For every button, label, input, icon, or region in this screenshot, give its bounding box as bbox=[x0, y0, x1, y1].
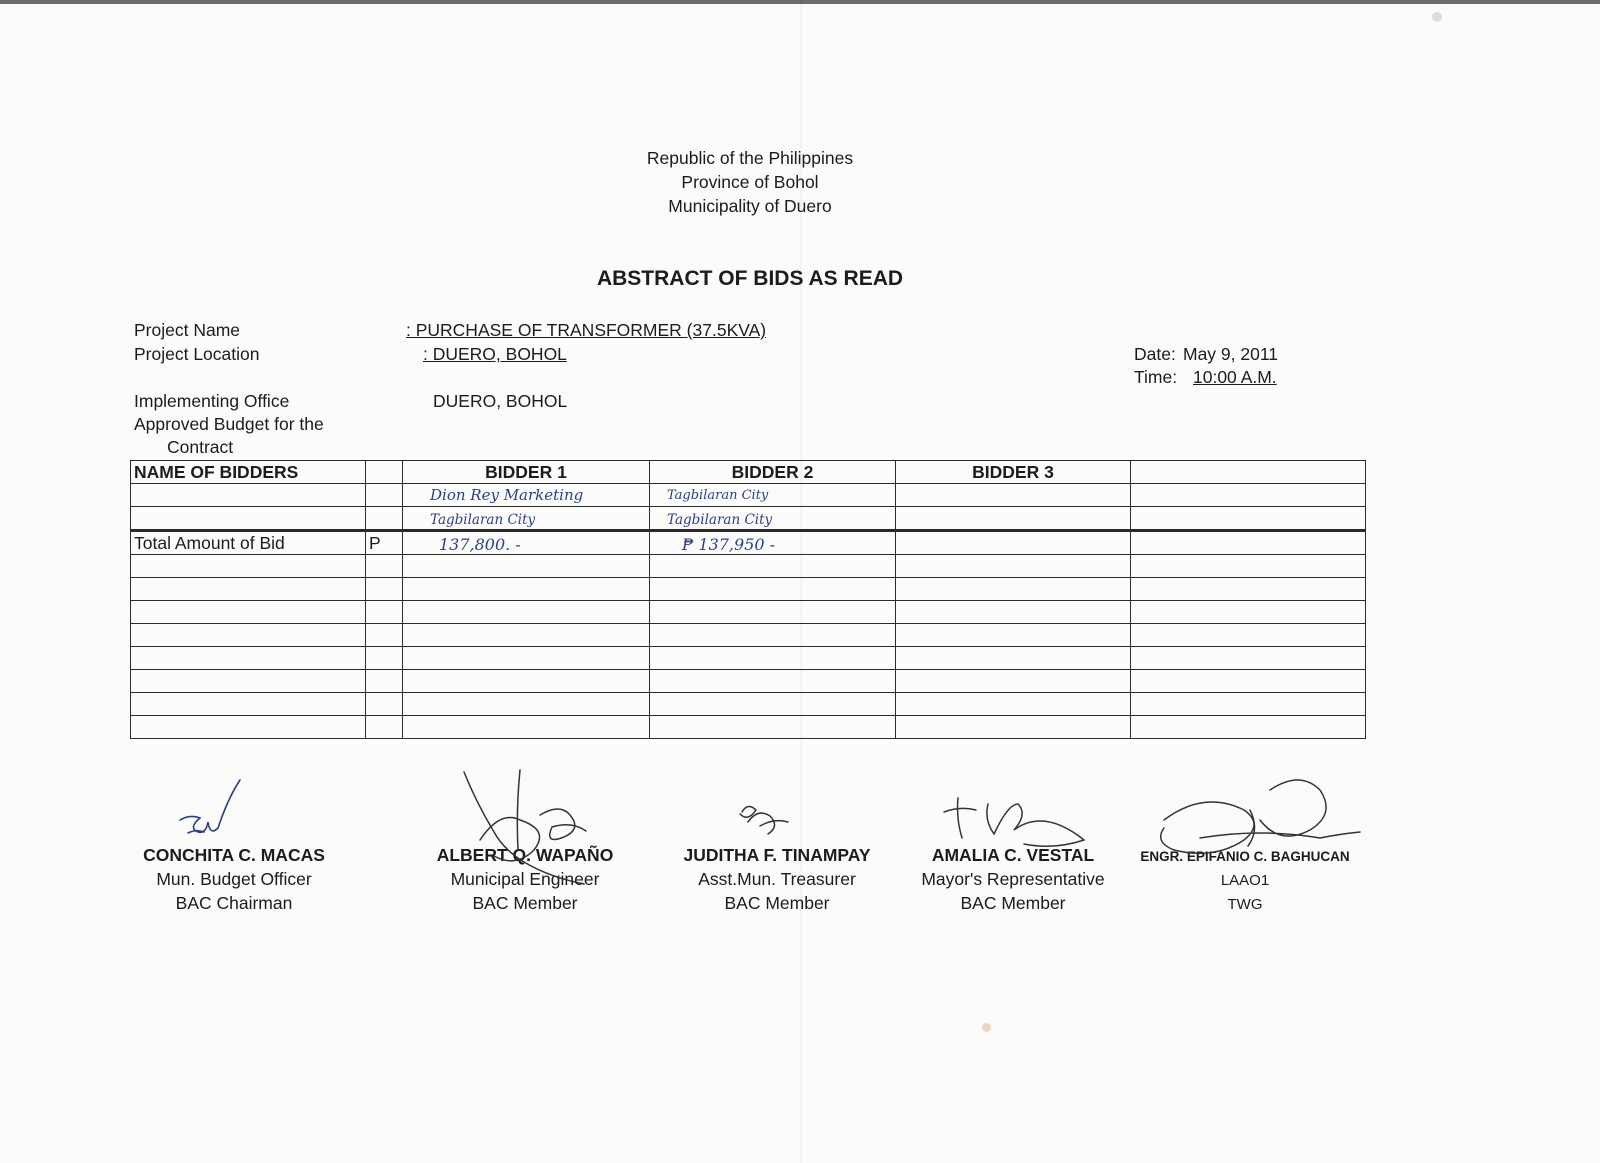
signatory-role: Mun. Budget Officer bbox=[156, 869, 312, 889]
abc-label-line2: Contract bbox=[167, 437, 234, 457]
header-extra-col bbox=[1131, 461, 1366, 484]
table-row bbox=[131, 601, 1366, 624]
signature-baghucan bbox=[1161, 780, 1360, 853]
signatory-position: BAC Member bbox=[724, 893, 830, 913]
project-name-value: : PURCHASE OF TRANSFORMER (37.5KVA) bbox=[406, 320, 767, 340]
signatory-twg bbox=[1135, 845, 1355, 917]
table-row bbox=[131, 670, 1366, 693]
signatory-role: Municipal Engineer bbox=[450, 869, 600, 889]
time-label: Time: bbox=[1134, 367, 1178, 387]
signatory-position: BAC Member bbox=[472, 893, 578, 913]
abc-label-line1: Approved Budget for the bbox=[134, 414, 324, 434]
currency-symbol: P bbox=[366, 531, 403, 555]
table-row bbox=[131, 693, 1366, 716]
signature-macas-2 bbox=[188, 831, 204, 833]
project-location-value: : DUERO, BOHOL bbox=[423, 344, 567, 364]
signatory-engineer bbox=[425, 843, 625, 915]
signatory-name: ALBERT Q. WAPAÑO bbox=[436, 845, 614, 865]
header-republic: Republic of the Philippines bbox=[646, 148, 854, 168]
header-province: Province of Bohol bbox=[681, 172, 819, 192]
bid-1-amount-handwritten: 137,800. - bbox=[439, 535, 521, 554]
table-header-row bbox=[131, 461, 1366, 484]
table-row bbox=[131, 578, 1366, 601]
project-name-label: Project Name bbox=[134, 320, 241, 340]
signatory-mayors-rep bbox=[908, 843, 1118, 915]
bidder-2-name-handwritten: Tagbilaran City bbox=[667, 488, 769, 503]
table-row bbox=[131, 647, 1366, 670]
document-title: ABSTRACT OF BIDS AS READ bbox=[596, 267, 904, 290]
header-bidder-2: BIDDER 2 bbox=[650, 461, 896, 484]
signatory-role: Mayor's Representative bbox=[921, 869, 1105, 889]
signatory-chairman bbox=[134, 843, 334, 915]
paper-stain bbox=[982, 1023, 991, 1032]
signatory-role: Asst.Mun. Treasurer bbox=[698, 869, 856, 889]
signatory-name: CONCHITA C. MACAS bbox=[143, 845, 325, 865]
total-amount-label: Total Amount of Bid bbox=[131, 531, 366, 555]
signature-macas bbox=[180, 780, 240, 832]
header-bidder-1: BIDDER 1 bbox=[403, 461, 650, 484]
signatory-position: BAC Member bbox=[960, 893, 1066, 913]
bid-2-amount-handwritten: ₱ 137,950 - bbox=[682, 535, 776, 554]
signatory-name: ENGR. EPIFANIO C. BAGHUCAN bbox=[1140, 849, 1350, 864]
header-name-of-bidders: NAME OF BIDDERS bbox=[131, 461, 366, 484]
bidder-1-address-handwritten: Tagbilaran City bbox=[430, 512, 536, 528]
time-value: 10:00 A.M. bbox=[1193, 367, 1277, 387]
table-row bbox=[131, 555, 1366, 578]
table-row bbox=[131, 716, 1366, 739]
date-label: Date: bbox=[1134, 344, 1176, 364]
signatory-treasurer bbox=[672, 843, 882, 915]
implementing-office-value: DUERO, BOHOL bbox=[433, 391, 568, 411]
table-row bbox=[131, 624, 1366, 647]
signatory-position: BAC Chairman bbox=[175, 893, 293, 913]
bidder-1-name-handwritten: Dion Rey Marketing bbox=[430, 486, 584, 504]
paper-mark bbox=[1432, 12, 1442, 22]
bidder-2-address-handwritten: Tagbilaran City bbox=[667, 512, 773, 528]
header-municipality: Municipality of Duero bbox=[668, 196, 832, 216]
implementing-office-label: Implementing Office bbox=[134, 391, 290, 411]
signature-tinampay bbox=[740, 806, 788, 834]
signatory-name: JUDITHA F. TINAMPAY bbox=[683, 845, 871, 865]
project-location-label: Project Location bbox=[134, 344, 260, 364]
date-value: May 9, 2011 bbox=[1183, 344, 1279, 364]
header-bidder-3: BIDDER 3 bbox=[896, 461, 1131, 484]
header-currency-col bbox=[366, 461, 403, 484]
signature-vestal bbox=[944, 798, 1084, 846]
signatory-position: TWG bbox=[1227, 896, 1263, 913]
signatory-name: AMALIA C. VESTAL bbox=[931, 845, 1095, 865]
signatory-role: LAAO1 bbox=[1220, 872, 1270, 889]
